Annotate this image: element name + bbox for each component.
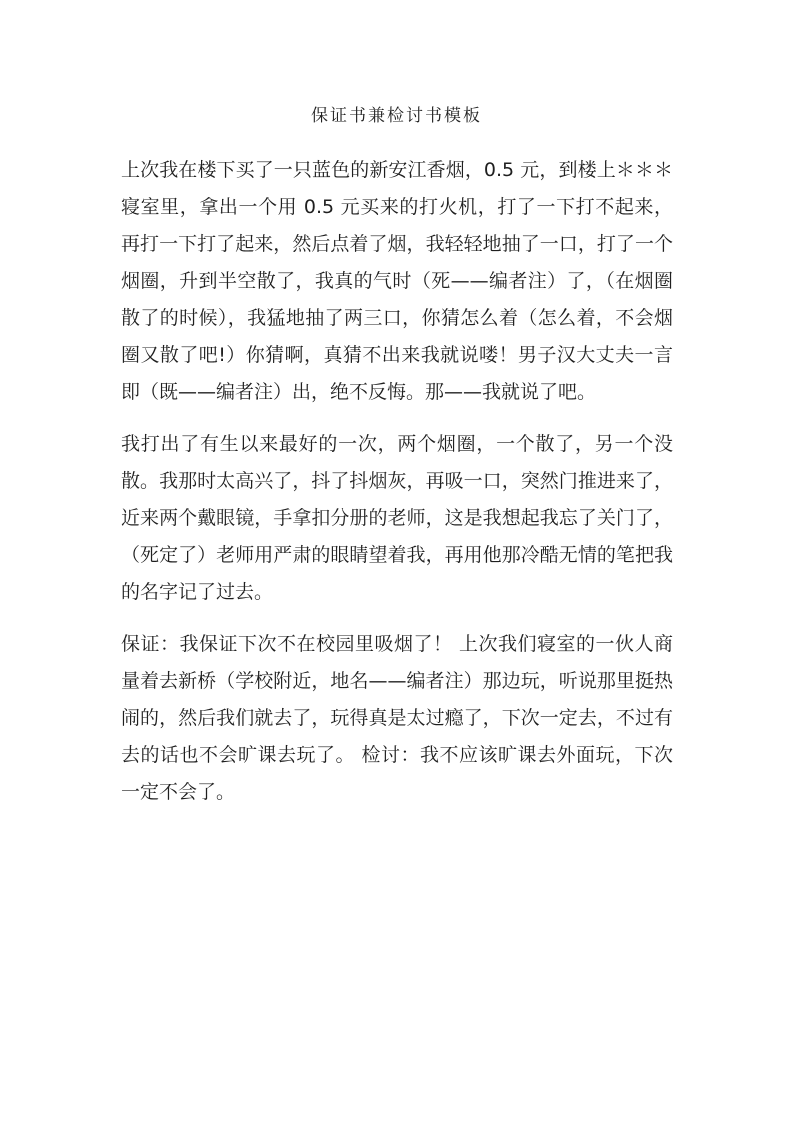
paragraph-3: 保证：我保证下次不在校园里吸烟了！ 上次我们寝室的一伙人商量着去新桥（学校附近，地名——编者注）那边玩，听说那里挺热闹的，然后我们就去了，玩得真是太过瘾了，下次一定去，不过有去的话也不会旷课去玩了。 检讨：我不应该旷课去外面玩，下次一定不会了。 xyxy=(121,633,673,803)
paragraph-2: 我打出了有生以来最好的一次，两个烟圈，一个散了，另一个没散。我那时太高兴了，抖了抖烟灰，再吸一口，突然门推进来了，近来两个戴眼镜，手拿扣分册的老师，这是我想起我忘了关门了，（死定了）老师用严肃的眼睛望着我，再用他那冷酷无情的笔把我的名字记了过去。 xyxy=(121,433,673,603)
document-title: 保证书兼检讨书模板 xyxy=(311,106,482,126)
paragraph-1: 上次我在楼下买了一只蓝色的新安江香烟，0.5 元，到楼上＊＊＊寝室里，拿出一个用 0.5 元买来的打火机，打了一下打不起来，再打一下打了起来，然后点着了烟，我轻轻地抽了一口，打了一个烟圈，升到半空散了，我真的气时（死——编者注）了，（在烟圈散了的时候），我猛地抽了两三口，你猜怎么着（怎么着，不会烟圈又散了吧!）你猜啊，真猜不出来我就说喽！男子汉大丈夫一言即（既——编者注）出，绝不反悔。那——我就说了吧。 xyxy=(121,159,673,403)
document-body xyxy=(121,152,673,826)
